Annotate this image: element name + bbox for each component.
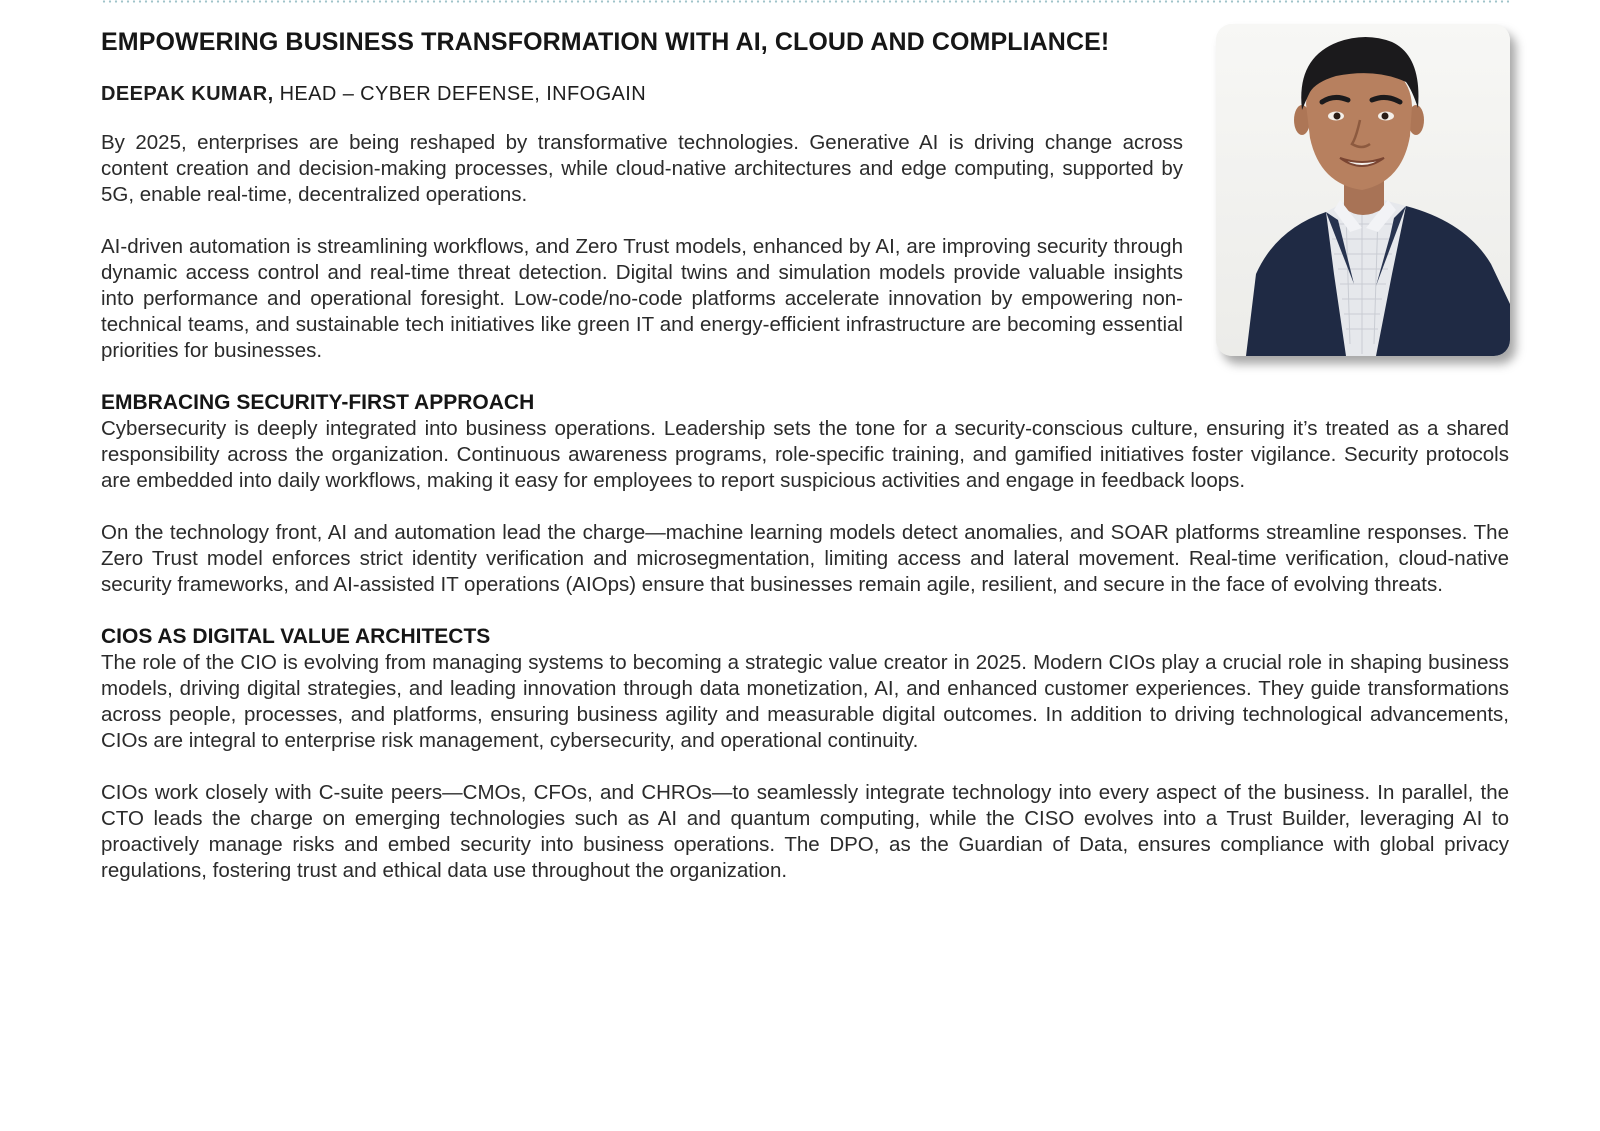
section-heading-security-first: EMBRACING SECURITY-FIRST APPROACH [101, 391, 535, 414]
security-paragraph-1: Cybersecurity is deeply integrated into business operations. Leadership sets the tone for a security-conscious culture, ensuring it’s treated as a shared responsibility across the organization. Continuous awareness programs, role-specific training, and gamified initiatives foster vigilance. Security protocols are embedded into daily workflows, making it easy for employees to report suspicious activities and engage in feedback loops. [101, 417, 1509, 492]
intro-paragraph-1: By 2025, enterprises are being reshaped by transformative technologies. Generative AI is driving change across content creation and decision-making processes, while cloud-native architectures and edge computing, supported by 5G, enable real-time, decentralized operations. [101, 131, 1183, 206]
author-role: HEAD – CYBER DEFENSE, INFOGAIN [273, 83, 647, 105]
author-name: DEEPAK KUMAR, [101, 83, 274, 105]
top-dotted-rule [101, 0, 1509, 3]
security-paragraph-2: On the technology front, AI and automation lead the charge—machine learning models detect anomalies, and SOAR platforms streamline responses. The Zero Trust model enforces strict identity verification and microsegmentation, limiting access and lateral movement. Real-time verification, cloud-native security frameworks, and AI-assisted IT operations (AIOps) ensure that businesses remain agile, resilient, and secure in the face of evolving threats. [101, 521, 1509, 596]
intro-paragraph-2: AI-driven automation is streamlining workflows, and Zero Trust models, enhanced by AI, are improving security through dynamic access control and real-time threat detection. Digital twins and simulation models provide valuable insights into performance and operational foresight. Low-code/no-code platforms accelerate innovation by empowering non-technical teams, and sustainable tech initiatives like green IT and energy-efficient infrastructure are becoming essential priorities for businesses. [101, 235, 1183, 362]
cio-paragraph-2: CIOs work closely with C-suite peers—CMOs, CFOs, and CHROs—to seamlessly integrate technology into every aspect of the business. In parallel, the CTO leads the charge on emerging technologies such as AI and quantum computing, while the CISO evolves into a Trust Builder, leveraging AI to proactively manage risks and embed security into business operations. The DPO, as the Guardian of Data, ensures compliance with global privacy regulations, fostering trust and ethical data use throughout the organization. [101, 781, 1509, 882]
section-heading-cio-architects: CIOS AS DIGITAL VALUE ARCHITECTS [101, 625, 491, 648]
article [101, 24, 1509, 884]
cio-paragraph-1: The role of the CIO is evolving from managing systems to becoming a strategic value creator in 2025. Modern CIOs play a crucial role in shaping business models, driving digital strategies, and leading innovation through data monetization, AI, and enhanced customer experiences. They guide transformations across people, processes, and platforms, ensuring business agility and measurable digital outcomes. In addition to driving technological advancements, CIOs are integral to enterprise risk management, cybersecurity, and operational continuity. [101, 651, 1509, 752]
article-title: EMPOWERING BUSINESS TRANSFORMATION WITH AI, CLOUD AND COMPLIANCE! [101, 28, 1110, 56]
author-byline [101, 80, 1509, 108]
